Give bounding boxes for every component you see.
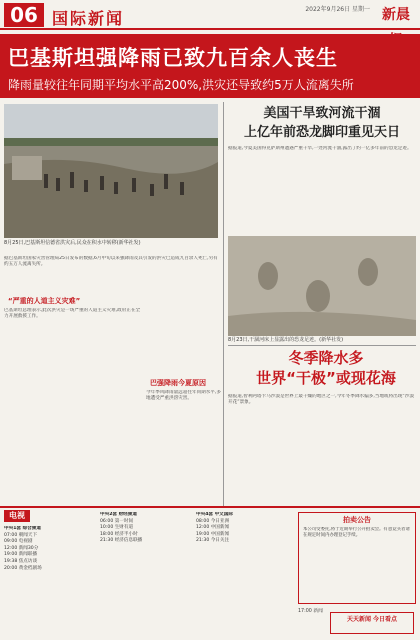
tv-item: 09:00 电视剧: [4, 539, 33, 545]
newspaper-logo: 新晨: [382, 7, 410, 23]
tv-channel-2: 中央2套 财经频道: [100, 512, 137, 517]
section-divider: [228, 345, 416, 346]
tv-channel-1: 中央1套 综合频道: [4, 526, 41, 531]
tv-item: 19:00 中国新闻: [196, 531, 230, 537]
tv-column-3: [196, 512, 292, 636]
lead-subtitle-2: 巴强降雨今夏原因: [150, 379, 206, 387]
lead-headline: 巴基斯坦强降雨已致九百余人丧生: [8, 46, 338, 70]
lead-sub-body: 巴基斯坦总理表示,此次洪灾是一场严重的人道主义灾难,政府正在全力开展救援工作。: [4, 308, 141, 320]
tv-column-2: [100, 512, 192, 636]
lead-body: 据巴基斯坦国家灾害管理局25日发布的数据,6月中旬以来强降雨及其引发的洪灾已造成九百余人死亡,另有约五万人流离失所。: [4, 256, 218, 268]
tv-item: 08:00 今日亚洲: [196, 518, 230, 524]
tv-divider: [0, 506, 420, 508]
right-photo-caption: 8月23日,干涸河床上显露出的恐龙足迹。(新华社发): [228, 337, 344, 343]
right-story2-title: [236, 348, 416, 388]
footer-box: 天天新闻 今日看点: [330, 612, 414, 634]
tv-item: 21:30 今日关注: [196, 538, 230, 544]
dinosaur-track-photo: [228, 236, 416, 336]
tv-item: 20:00 黄金档剧场: [4, 565, 42, 571]
tv-channel-3: 中央4套 中文国际: [196, 512, 233, 517]
lead-subtitle: “严重的人道主义灾难”: [8, 297, 81, 305]
page-number: 06: [4, 3, 44, 27]
right-story2-title-line1: 冬季降水多: [288, 349, 364, 367]
lead-photo-caption: 8月25日,巴基斯坦信德省洪灾后,民众在积水中转移(新华社发): [4, 240, 141, 246]
tv-item: 19:00 新闻联播: [4, 552, 38, 558]
date-line: 2022年9月26日 星期一: [305, 6, 370, 13]
auction-notice-body: 本公司受委托,将于近期举行公开拍卖会。有意竞买者请在规定时间内办理登记手续。: [303, 527, 410, 538]
tv-item: 21:30 经济信息联播: [100, 538, 143, 544]
lead-sub2-body: 今年季风降雨量远超往年同期水平,多地遭受严重洪涝灾害。: [146, 390, 221, 402]
right-story-title-line2: 上亿年前恐龙脚印重见天日: [243, 125, 400, 140]
right-story2-body: 据报道,智利阿塔卡马沙漠是世界上最干燥的地区之一,今年冬季降水偏多,当地或将出现“沙漠开花”景象。: [228, 394, 414, 406]
footer-left-text: 17:00 新闻: [298, 609, 323, 614]
flood-photo: [4, 104, 218, 238]
tv-listing-logo: 电视: [4, 510, 30, 522]
tv-item: 07:00 朝闻天下: [4, 532, 38, 538]
tv-item: 18:00 经济半小时: [100, 531, 138, 537]
right-story-title-line1: 美国干旱致河流干涸: [263, 106, 381, 121]
column-divider: [223, 102, 224, 506]
auction-notice: [298, 512, 416, 604]
tv-item: 12:00 新闻30分: [4, 545, 39, 551]
tv-item: 06:00 第一时间: [100, 518, 134, 524]
right-story2-title-line2: 世界“干极”或现花海: [256, 369, 396, 387]
tv-item: 19:38 焦点访谈: [4, 558, 38, 564]
right-story-title: [228, 104, 416, 142]
tv-item: 12:00 中国新闻: [196, 525, 230, 531]
tv-item: 10:00 生财有道: [100, 525, 134, 531]
masthead: [0, 0, 420, 30]
tv-column-1: [4, 526, 96, 640]
lead-subhead: 降雨量较往年同期平均水平高200%,洪灾还导致约5万人流离失所: [8, 78, 354, 92]
auction-notice-title: 拍卖公告: [343, 516, 371, 524]
section-title: 国际新闻: [52, 9, 125, 28]
right-story-body: 据报道,今夏美国得克萨斯州遭遇严重干旱,一处河流干涸,露出了约一亿多年前的恐龙足迹。: [228, 146, 412, 151]
